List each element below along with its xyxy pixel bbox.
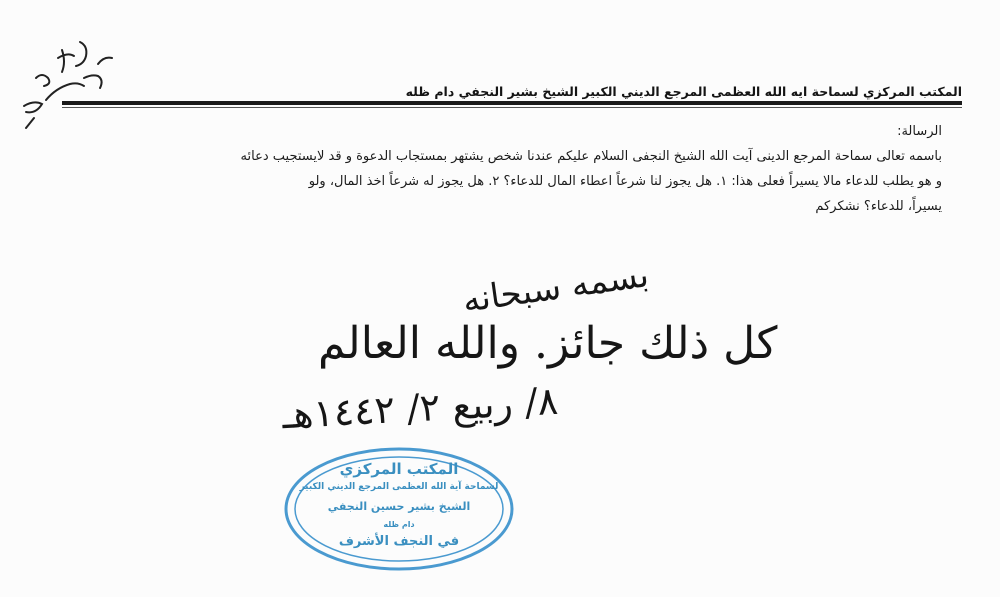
stamp-line-3: الشيخ بشير حسين النجفي [327, 500, 471, 513]
stamp-line-1: المكتب المركزي [339, 460, 459, 478]
header-rule [62, 101, 962, 105]
handwritten-reference-number [6, 20, 126, 130]
answer-reply: كل ذلك جائز. والله العالم [318, 318, 778, 369]
stamp-line-4: دام ظله [383, 520, 415, 529]
header-rule-thin [62, 107, 962, 108]
stamp-text [283, 446, 515, 572]
message-line: باسمه تعالى سماحة المرجع الدينى آيت الله الشيخ النجفى السلام عليكم عندنا شخص يشتهر بمستجاب الدعوة و قد لايستجيب دعائه [240, 149, 942, 164]
message-line: و هو يطلب للدعاء مالا يسيراً فعلى هذا: ١. هل يجوز لنا شرعاً اعطاء المال للدعاء؟ ٢. هل يجوز له شرعاً اخذ المال، ولو [308, 174, 942, 189]
answer-date: ٨/ ربيع ٢/ ١٤٤٢هـ [281, 378, 560, 438]
stamp-line-5: في النجف الأشرف [338, 534, 460, 549]
office-stamp [283, 446, 515, 572]
answer-bismillah: بسمه سبحانه [460, 255, 652, 321]
message-label: الرسالة: [897, 124, 942, 139]
message-line: يسيراً، للدعاء؟ نشكركم [815, 199, 942, 214]
handwritten-reference-icon [6, 20, 126, 130]
message-body [62, 144, 942, 219]
header-title: المكتب المركزي لسماحة ايه الله العظمى المرجع الديني الكبير الشيخ بشير النجفي دام ظله [405, 84, 962, 99]
stamp-line-2: لسماحة آية الله العظمى المرجع الديني الكبير [299, 482, 499, 492]
